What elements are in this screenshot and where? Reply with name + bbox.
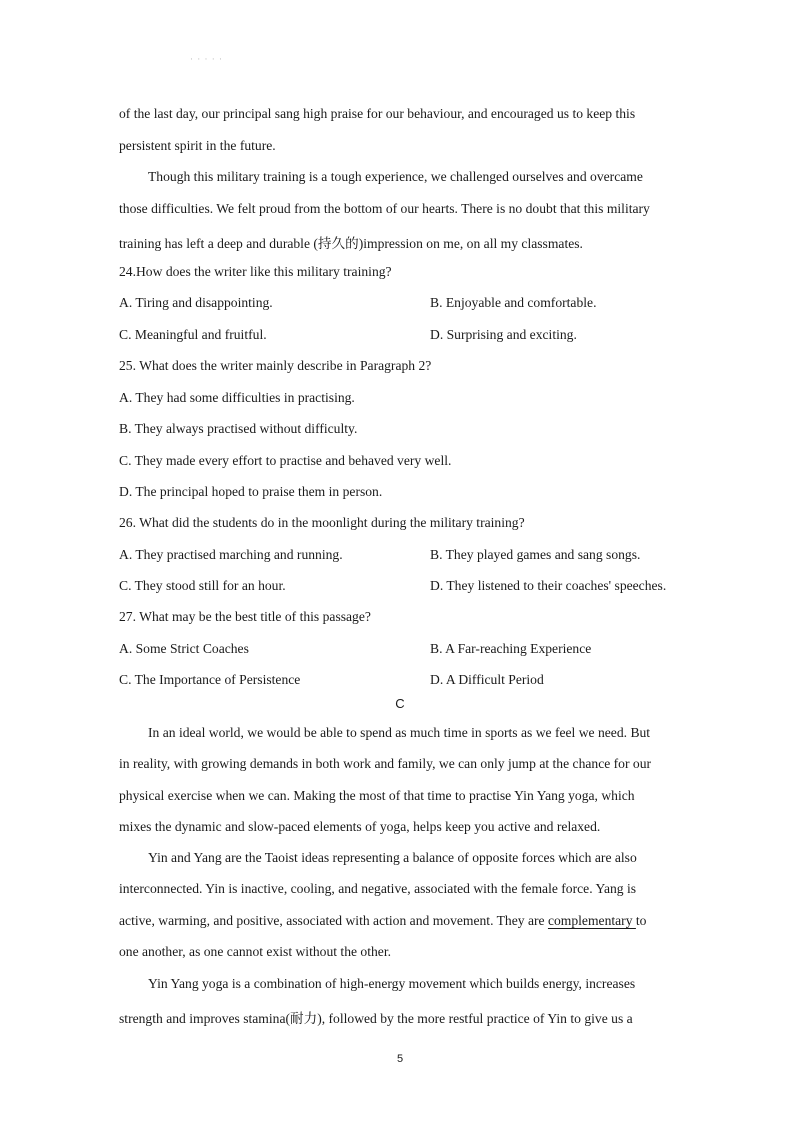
option-c: C. Meaningful and fruitful. bbox=[119, 327, 267, 342]
option-c: C. They made every effort to practise and behaved very well. bbox=[119, 453, 452, 468]
question-stem: 24.How does the writer like this military training? bbox=[119, 264, 392, 279]
underlined-word: complementary bbox=[547, 913, 636, 928]
passage-line: Yin and Yang are the Taoist ideas representing a balance of opposite forces which are also bbox=[148, 850, 637, 865]
option-b: B. They always practised without difficulty. bbox=[119, 421, 358, 436]
option-d: D. A Difficult Period bbox=[430, 672, 544, 687]
option-a: A. They had some difficulties in practising. bbox=[119, 390, 355, 405]
passage-line: one another, as one cannot exist without the other. bbox=[119, 944, 392, 959]
text-segment: to bbox=[635, 913, 647, 928]
option-b: B. A Far-reaching Experience bbox=[430, 641, 592, 656]
option-c: C. They stood still for an hour. bbox=[119, 578, 286, 593]
text-segment: active, warming, and positive, associated with action and movement. They are bbox=[119, 913, 548, 928]
passage-line: interconnected. Yin is inactive, cooling, and negative, associated with the female force. Yang is bbox=[119, 881, 637, 896]
faint-header-mark: · · · · · bbox=[190, 54, 223, 64]
passage-line: In an ideal world, we would be able to spend as much time in sports as we feel we need. But bbox=[148, 725, 651, 740]
option-d: D. They listened to their coaches' speeches. bbox=[430, 578, 667, 593]
question-stem: 26. What did the students do in the moonlight during the military training? bbox=[119, 515, 525, 530]
section-label: C bbox=[395, 696, 405, 711]
passage-line: mixes the dynamic and slow-paced elements of yoga, helps keep you active and relaxed. bbox=[119, 819, 601, 834]
question-stem: 25. What does the writer mainly describe in Paragraph 2? bbox=[119, 358, 432, 373]
passage-line: in reality, with growing demands in both work and family, we can only jump at the chance for our bbox=[119, 756, 652, 771]
option-a: A. Some Strict Coaches bbox=[119, 641, 249, 656]
option-a: A. Tiring and disappointing. bbox=[119, 295, 273, 310]
passage-line: Though this military training is a tough experience, we challenged ourselves and overcame bbox=[148, 169, 643, 184]
option-b: B. Enjoyable and comfortable. bbox=[430, 295, 597, 310]
option-c: C. The Importance of Persistence bbox=[119, 672, 301, 687]
passage-line: physical exercise when we can. Making the most of that time to practise Yin Yang yoga, which bbox=[119, 788, 635, 803]
passage-line: Yin Yang yoga is a combination of high-energy movement which builds energy, increases bbox=[148, 976, 636, 991]
question-stem: 27. What may be the best title of this passage? bbox=[119, 609, 371, 624]
option-b: B. They played games and sang songs. bbox=[430, 547, 641, 562]
passage-line: persistent spirit in the future. bbox=[119, 138, 276, 153]
passage-line: strength and improves stamina(耐力), followed by the more restful practice of Yin to give us a bbox=[119, 1011, 633, 1026]
option-a: A. They practised marching and running. bbox=[119, 547, 343, 562]
option-d: D. Surprising and exciting. bbox=[430, 327, 577, 342]
page-number: 5 bbox=[396, 1053, 404, 1065]
option-d: D. The principal hoped to praise them in person. bbox=[119, 484, 383, 499]
passage-line: of the last day, our principal sang high praise for our behaviour, and encouraged us to keep this bbox=[119, 106, 636, 121]
passage-line: those difficulties. We felt proud from the bottom of our hearts. There is no doubt that this military bbox=[119, 201, 650, 216]
passage-line bbox=[119, 913, 646, 929]
passage-line: training has left a deep and durable (持久的)impression on me, on all my classmates. bbox=[119, 236, 583, 251]
